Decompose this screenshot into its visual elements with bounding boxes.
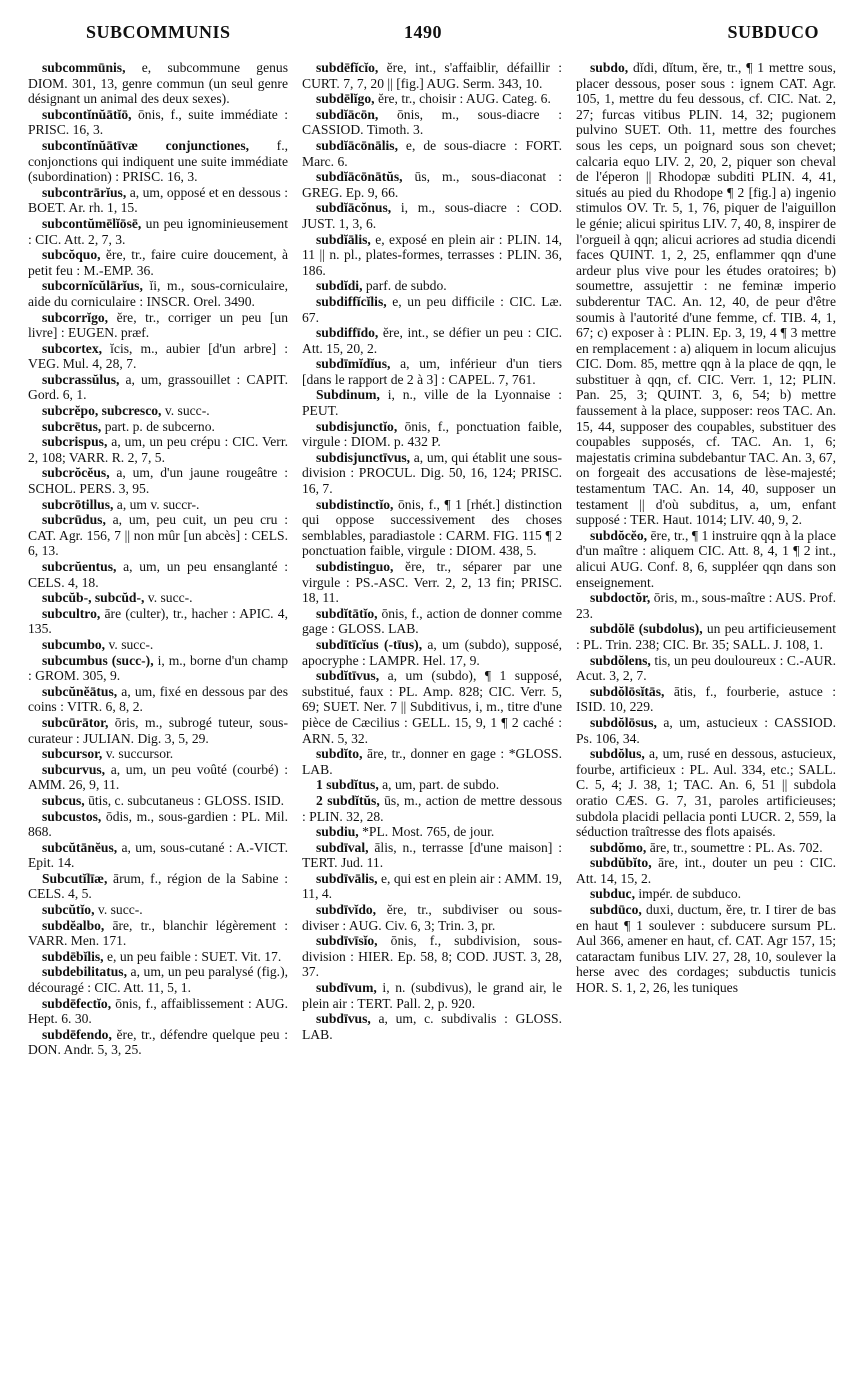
dictionary-entry [28, 310, 288, 341]
dictionary-entry [576, 653, 836, 684]
entry-definition: un peu ignominieusement : CIC. Att. 2, 7, 3. [28, 215, 288, 247]
entry-definition: ōnis, f., ponctuation faible, virgule : DIOM. p. 432 P. [302, 418, 562, 450]
entry-definition: a, um, inférieur d'un tiers [dans le rapport de 2 à 3] : CAPEL. 7, 761. [302, 356, 562, 387]
dictionary-entry [28, 60, 288, 107]
dictionary-entry [28, 684, 288, 715]
entry-headword: subdiffīdo, [316, 325, 379, 341]
entry-definition: āre (culter), tr., hacher : APIC. 4, 135. [28, 605, 288, 637]
entry-headword: subdēfendo, [42, 1026, 112, 1042]
dictionary-entry [28, 434, 288, 465]
entry-definition: i, m., borne d'un champ : GROM. 305, 9. [28, 652, 288, 684]
entry-definition: i, n., ville de la Lyonnaise : PEUT. [302, 387, 562, 419]
entry-definition: a, um, rusé en dessous, astucieux, fourbe, artificieux : PL. Aul. 334, etc.; SALL. C. 5, 4; J. 38, 1; TAC. An. 6, 51 || subdola oratio CÆS. G. 7, 31, paroles artificieuses; subdola placidi pellacia ponti LUCR. 2, 559, la séduction traîtresse des flots apaisés. [576, 746, 836, 840]
entry-headword: subdīval, [316, 839, 369, 855]
dictionary-entry [28, 185, 288, 216]
entry-headword: subdŏlōsus, [590, 714, 657, 730]
entry-definition: āre, tr., donner en gage : *GLOSS. LAB. [302, 746, 562, 777]
entry-definition: e, un peu difficile : CIC. Læ. 67. [302, 293, 562, 325]
entry-definition: ĕre, tr., choisir : AUG. Categ. 6. [374, 91, 551, 107]
entry-headword: subcultro, [42, 605, 101, 621]
dictionary-entry [302, 980, 562, 1011]
entry-headword: subduc, [590, 886, 635, 902]
entry-headword: subdīmĭdĭus, [316, 356, 391, 372]
dictionary-entry [576, 684, 836, 715]
entry-definition: e, un peu faible : SUET. Vit. 17. [103, 948, 282, 964]
entry-definition: v. succ-. [161, 403, 210, 419]
dictionary-entry [28, 1027, 288, 1058]
dictionary-entry [576, 590, 836, 621]
entry-headword: subdŏlus, [590, 746, 645, 762]
columns [28, 60, 839, 1058]
entry-definition: ēre, tr., ¶ 1 instruire qqn à la place d'un maître : aliquem CIC. Att. 8, 4, 1 ¶ 2 int., alicui AUG. Conf. 8, 6, suppléer qqn dans son enseignement. [576, 527, 836, 590]
dictionary-entry [302, 746, 562, 777]
entry-definition: āre, tr., blanchir légèrement : VARR. Men. 171. [28, 917, 288, 949]
entry-definition: ūs, m., action de mettre dessous : PLIN. 32, 28. [302, 792, 562, 824]
entry-definition: v. succ-. [105, 636, 154, 652]
entry-definition: dĭdi, dĭtum, ĕre, tr., ¶ 1 mettre sous, placer dessous, poser sous : ignem CAT. Agr. 105, 1, mettre du feu dessous, cf. CIC. Nat. 2, 27; furcas vitibus PLIN. 14, 32; pugionem pulvino SUET. Oth. 11, mettre des fourches sous les ceps, un poignard sous son chevet; calcaria equo LIV. 2, 20, 2, piquer son cheval de l'éperon || Rhodopæ subditi PLIN. 4, 41, situés au pied du Rhodope ¶ 2 [fig.] a) ingenio stimulos OV. Tr. 5, 1, 76, piquer de l'aiguillon le génie; alicui spiritus LIV. 7, 40, 8, inspirer de l'orgueil à qqn; alicui acriores ad studia dicendi faces QUINT. 1, 2, 25, enflammer qqn d'une ardeur plus vive pour les études oratoires; b) soumettre, assujettir : ne feminæ imperio subderentur TAC. An. 12, 40, de peur d'être soumis à l'autorité d'une femme, cf. TIB. 4, 1, 67; c) exposer à : PLIN. Ep. 3, 19, 4 ¶ 3 mettre en remplacement : a) aliquem in locum alicujus CIC. Dom. 85, mettre qqn à la place de qqn, le substituer à qqn, cf. CIC. Verr. 1, 12; PLIN. Pan. 25, 3; QUINT. 3, 6, 54; b) mettre faussement à la place, supposer: reos TAC. An. 15, 44, supposer des coupables, substituer des coupables supposés, cf. TAC. An. 1, 6; majestatis crimina subdebantur TAC. An. 3, 67, on forgeait des accusations de lèse-majesté; testamentum TAC. An. 14, 40, supposer un testament || d'où subditus, a, um, enfant supposé : TER. Haut. 1014; LIV. 40, 9, 2. [576, 60, 836, 528]
entry-definition: a, um, sous-cutané : A.-VICT. Epit. 14. [28, 839, 288, 871]
entry-headword: subdisjunctĭo, [316, 418, 398, 434]
entry-headword: subcontrārĭus, [42, 184, 127, 200]
dictionary-entry [28, 403, 288, 419]
entry-headword: subcŭb-, subcŭd-, [42, 590, 145, 606]
entry-definition: e, de sous-diacre : FORT. Marc. 6. [302, 137, 562, 169]
entry-definition: i, m., sous-diacre : COD. JUST. 1, 3, 6. [302, 200, 562, 231]
entry-definition: ĕre, tr., faire cuire doucement, à petit feu : M.-EMP. 36. [28, 247, 288, 278]
column-1 [28, 60, 288, 1058]
entry-definition: ūs, m., sous-diaconat : GREG. Ep. 9, 66. [302, 169, 562, 200]
dictionary-entry [302, 840, 562, 871]
entry-definition: part. p. de subcerno. [101, 418, 215, 434]
entry-definition: a, um, grassouillet : CAPIT. Gord. 6, 1. [28, 371, 288, 403]
entry-headword: subcumbo, [42, 636, 106, 652]
entry-definition: e, qui est en plein air : AMM. 19, 11, 4. [302, 870, 562, 902]
entry-headword: subdĭtātĭo, [316, 605, 378, 621]
entry-definition: ūtis, c. subcutaneus : GLOSS. ISID. [84, 792, 285, 808]
entry-definition: ōdis, m., sous-gardien : PL. Mil. 868. [28, 808, 288, 840]
entry-definition: a, um, fixé en dessous par des coins : VITR. 6, 8, 2. [28, 683, 288, 715]
dictionary-entry [302, 200, 562, 231]
entry-definition: ārum, f., région de la Sabine : CELS. 4, 5. [28, 870, 288, 902]
entry-headword: subdītīcĭus (-tīus), [316, 636, 423, 652]
dictionary-entry [576, 746, 836, 840]
entry-headword: subdĭtīvus, [316, 668, 380, 684]
entry-headword: subcūrātor, [42, 714, 109, 730]
entry-definition: ōnis, f., ¶ 1 [rhét.] distinction qui oppose successivement des choses semblables, paradiastole : CARM. FIG. 115 ¶ 2 ponctuation faible, virgule : DIOM. 438, 5. [302, 496, 562, 559]
dictionary-entry [302, 138, 562, 169]
column-2 [302, 60, 562, 1058]
entry-definition: ōnis, f., subdivision, sous-division : HIER. Ep. 58, 8; COD. JUST. 3, 28, 37. [302, 933, 562, 980]
dictionary-entry [576, 621, 836, 652]
entry-headword: subdiu, [316, 824, 359, 840]
entry-headword: subcrŏcĕus, [42, 465, 110, 481]
entry-definition: duxi, ductum, ĕre, tr. I tirer de bas en haut ¶ 1 soulever : subducere sursum PL. Aul 366, amener en haut, cf. CAT. Agr 157, 15; cataractam funibus LIV. 27, 28, 10, soulever la herse avec des cordages; subductis tunicis HOR. S. 1, 2, 26, les tuniques [576, 902, 836, 996]
entry-definition: ĕre, int., se défier un peu : CIC. Att. 15, 20, 2. [302, 325, 562, 356]
entry-headword: 1 subdĭtus, [316, 777, 379, 793]
dictionary-entry [28, 512, 288, 559]
entry-headword: subdĭācŏnus, [316, 200, 392, 216]
page-number: 1490 [404, 22, 442, 42]
dictionary-entry [576, 715, 836, 746]
entry-definition: ĭi, m., sous-corniculaire, aide du corniculaire : INSCR. Orel. 3490. [28, 278, 288, 309]
entry-headword: subcrassŭlus, [42, 371, 120, 387]
entry-definition: ōnis, m., sous-diacre : CASSIOD. Timoth. 3. [302, 106, 562, 138]
entry-headword: subcrĕpo, subcresco, [42, 403, 162, 419]
dictionary-entry [576, 840, 836, 856]
dictionary-entry [28, 653, 288, 684]
entry-definition: a, um, un peu ensanglanté : CELS. 4, 18. [28, 559, 288, 590]
column-3 [576, 60, 836, 1058]
dictionary-entry [302, 107, 562, 138]
entry-definition: a, um, un peu voûté (courbé) : AMM. 26, 9, 11. [28, 761, 288, 793]
entry-definition: ātis, f., fourberie, astuce : ISID. 10, 229. [576, 683, 836, 715]
entry-headword: subcrŭentus, [42, 559, 117, 574]
entry-definition: ōris, m., sous-maître : AUS. Prof. 23. [576, 590, 836, 621]
entry-headword: subdebilitatus, [42, 964, 127, 980]
running-header [28, 22, 839, 52]
entry-headword: subcŭtānĕus, [42, 839, 118, 855]
dictionary-entry [28, 341, 288, 372]
dictionary-entry [302, 1011, 562, 1042]
entry-headword: subdistinguo, [316, 559, 394, 574]
entry-headword: subdēbĭlis, [42, 948, 104, 964]
dictionary-entry [28, 871, 288, 902]
entry-headword: subdīvĭdo, [316, 902, 377, 918]
entry-headword: subdīvālis, [316, 870, 378, 886]
entry-definition: v. succ-. [94, 902, 143, 918]
dictionary-entry [28, 559, 288, 590]
dictionary-entry [302, 497, 562, 559]
dictionary-entry [28, 840, 288, 871]
entry-definition: ōris, m., subrogé tuteur, sous-curateur : JULIAN. Dig. 3, 5, 29. [28, 714, 288, 746]
entry-headword: subcortex, [42, 340, 103, 356]
dictionary-entry [302, 387, 562, 418]
entry-headword: subdĭālis, [316, 231, 371, 247]
dictionary-entry [28, 138, 288, 185]
entry-definition: a, um, un peu paralysé (fig.), découragé : CIC. Att. 11, 5, 1. [28, 964, 288, 996]
dictionary-entry [302, 91, 562, 107]
entry-headword: subcontŭmēlĭōsē, [42, 215, 142, 231]
dictionary-entry [302, 668, 562, 746]
dictionary-entry [302, 606, 562, 637]
entry-definition: v. succ-. [144, 590, 193, 606]
dictionary-entry [302, 356, 562, 387]
entry-definition: a, um, c. subdivalis : GLOSS. LAB. [302, 1011, 562, 1042]
dictionary-entry [576, 902, 836, 996]
dictionary-entry [28, 497, 288, 513]
dictionary-entry [28, 216, 288, 247]
entry-headword: subdĭācōnālis, [316, 137, 398, 153]
entry-definition: ōnis, f., affaiblissement : AUG. Hept. 6. 30. [28, 995, 288, 1027]
entry-headword: subdŏcĕo, [590, 527, 648, 543]
dictionary-entry [576, 855, 836, 886]
header-right-guide-word: SUBDUCO [727, 22, 819, 42]
entry-headword: subdīvum, [316, 980, 377, 996]
header-left-guide-word: SUBCOMMUNIS [86, 22, 231, 42]
dictionary-entry [28, 419, 288, 435]
dictionary-entry [302, 777, 562, 793]
dictionary-entry [28, 918, 288, 949]
entry-definition: ĭcis, m., aubier [d'un arbre] : VEG. Mul. 4, 28, 7. [28, 340, 288, 372]
entry-headword: subcursor, [42, 746, 103, 762]
entry-headword: subdisjunctīvus, [316, 449, 411, 465]
entry-definition: tis, un peu douloureux : C.-AUR. Acut. 3, 2, 7. [576, 652, 836, 684]
entry-definition: parf. de subdo. [362, 278, 447, 294]
entry-definition: i, n. (subdivus), le grand air, le plein air : TERT. Pall. 2, p. 920. [302, 980, 562, 1011]
dictionary-entry [28, 637, 288, 653]
dictionary-entry [576, 886, 836, 902]
entry-headword: subdŭbĭto, [590, 855, 652, 871]
entry-definition: un peu artificieusement : PL. Trin. 238; CIC. Br. 35; SALL. J. 108, 1. [576, 621, 836, 652]
entry-headword: subcrispus, [42, 434, 108, 450]
dictionary-entry [28, 107, 288, 138]
entry-headword: subcontĭnŭātĭō, [42, 106, 132, 122]
dictionary-entry [576, 60, 836, 528]
entry-definition: *PL. Most. 765, de jour. [358, 824, 495, 840]
dictionary-entry [302, 637, 562, 668]
entry-definition: a, um (subdo), supposé, apocryphe : LAMPR. Hel. 17, 9. [302, 636, 562, 668]
entry-headword: subcurvus, [42, 761, 106, 777]
entry-headword: 2 subdĭtŭs, [316, 792, 380, 808]
entry-definition: a, um v. succr-. [113, 496, 200, 512]
entry-definition: e, subcommune genus DIOM. 301, 13, genre commun (un seul genre désignant un animal des deux sexes). [28, 60, 288, 107]
entry-definition: a, um, peu cuit, un peu cru : CAT. Agr. 156, 7 || non mûr [un abcès] : CELS. 6, 13. [28, 512, 288, 559]
entry-definition: a, um, qui établit une sous-division : PROCUL. Dig. 50, 16, 124; PRISC. 16, 7. [302, 449, 562, 497]
entry-definition: ōnis, f., action de donner comme gage : GLOSS. LAB. [302, 605, 562, 637]
dictionary-entry [28, 372, 288, 403]
dictionary-entry [302, 824, 562, 840]
entry-headword: subdŏlē (subdolus), [590, 621, 703, 637]
entry-definition: a, um, astucieux : CASSIOD. Ps. 106, 34. [576, 714, 836, 746]
dictionary-entry [302, 450, 562, 497]
entry-definition: a, um, un peu crépu : CIC. Verr. 2, 108; VARR. R. 2, 7, 5. [28, 434, 288, 465]
dictionary-entry [302, 793, 562, 824]
entry-headword: subcorrĭgo, [42, 309, 109, 325]
entry-headword: subcus, [42, 792, 85, 808]
dictionary-entry [302, 871, 562, 902]
dictionary-entry [302, 559, 562, 606]
dictionary-entry [302, 902, 562, 933]
entry-definition: ĕre, tr., subdiviser ou sous-diviser : AUG. Civ. 6, 3; Trin. 3, pr. [302, 902, 562, 933]
entry-headword: subcommūnis, [42, 60, 126, 75]
entry-headword: subdŏlōsĭtās, [590, 683, 665, 699]
dictionary-entry [28, 278, 288, 309]
entry-headword: subdistinctĭo, [316, 496, 394, 512]
dictionary-entry [302, 933, 562, 980]
dictionary-entry [28, 465, 288, 496]
dictionary-entry [28, 964, 288, 995]
dictionary-entry [28, 949, 288, 965]
dictionary-entry [28, 247, 288, 278]
entry-definition: f., conjonctions qui indiquent une suite immédiate (subordination) : PRISC. 16, 3. [28, 137, 288, 185]
entry-headword: subdīvīsĭo, [316, 933, 378, 949]
entry-headword: subcŭtĭo, [42, 902, 95, 918]
entry-definition: ĕre, tr., corriger un peu [un livre] : EUGEN. præf. [28, 309, 288, 341]
entry-definition: a, um (subdo), ¶ 1 supposé, substitué, faux : PL. Amp. 828; CIC. Verr. 5, 69; SUET. Ner. 7 || Subditivus, i, m., titre d'une pièce de Cæcilius : GELL. 15, 9, 1 ¶ 2 caché : ARN. 5, 32. [302, 668, 562, 746]
entry-headword: subdĭto, [316, 746, 363, 762]
entry-definition: āre, tr., soumettre : PL. As. 702. [646, 839, 823, 855]
dictionary-entry [28, 809, 288, 840]
dictionary-entry [302, 278, 562, 294]
dictionary-entry [302, 419, 562, 450]
entry-definition: impér. de subduco. [634, 886, 742, 902]
dictionary-entry [576, 528, 836, 590]
entry-definition: e, exposé en plein air : PLIN. 14, 11 || n. pl., plates-formes, terrasses : PLIN. 36, 186. [302, 231, 562, 278]
dictionary-entry [302, 325, 562, 356]
dictionary-entry [302, 169, 562, 200]
entry-headword: subdĭācōnātŭs, [316, 169, 403, 185]
entry-headword: subdŏlens, [590, 652, 651, 668]
entry-definition: ĕre, tr., séparer par une virgule : PS.-ASC. Verr. 2, 2, 13 fin; PRISC. 18, 11. [302, 559, 562, 606]
entry-headword: subcustos, [42, 808, 102, 824]
dictionary-entry [28, 590, 288, 606]
entry-headword: subdēlĭgo, [316, 91, 375, 107]
entry-headword: subdēfĭcĭo, [316, 60, 379, 75]
entry-definition: ĕre, tr., défendre quelque peu : DON. Andr. 5, 3, 25. [28, 1026, 288, 1058]
entry-headword: subdiffĭcĭlis, [316, 293, 387, 309]
entry-definition: ĕre, int., s'affaiblir, défaillir : CURT. 7, 7, 20 || [fig.] AUG. Serm. 343, 10. [302, 60, 562, 91]
entry-headword: Subdinum, [316, 387, 380, 403]
entry-definition: a, um, opposé et en dessous : BOET. Ar. rh. 1, 15. [28, 184, 288, 216]
entry-headword: subdŏmo, [590, 839, 647, 855]
entry-definition: a, um, d'un jaune rougeâtre : SCHOL. PERS. 3, 95. [28, 465, 288, 497]
dictionary-entry [28, 996, 288, 1027]
entry-headword: subdo, [590, 60, 629, 75]
entry-definition: āre, int., douter un peu : CIC. Att. 14, 15, 2. [576, 855, 836, 886]
entry-headword: subdūco, [590, 902, 642, 918]
entry-headword: subdĭācōn, [316, 106, 379, 122]
dictionary-entry [28, 902, 288, 918]
entry-headword: subcŭnĕātus, [42, 683, 118, 699]
entry-headword: Subcutĭlīæ, [42, 870, 108, 886]
dictionary-entry [302, 294, 562, 325]
dictionary-entry [28, 793, 288, 809]
entry-definition: ālis, n., terrasse [d'une maison] : TERT. Jud. 11. [302, 839, 562, 871]
dictionary-entry [28, 762, 288, 793]
entry-headword: subcŏquo, [42, 247, 101, 263]
entry-headword: subcrētus, [42, 418, 102, 434]
dictionary-entry [302, 232, 562, 279]
entry-headword: subcrōtillus, [42, 496, 114, 512]
entry-headword: subcornĭcŭlārĭus, [42, 278, 143, 294]
entry-headword: subdīvus, [316, 1011, 371, 1027]
entry-headword: subdĕalbo, [42, 917, 105, 933]
entry-headword: subcrūdus, [42, 512, 106, 528]
dictionary-entry [28, 606, 288, 637]
entry-headword: subdĭdi, [316, 278, 363, 294]
dictionary-entry [28, 715, 288, 746]
entry-definition: ōnis, f., suite immédiate : PRISC. 16, 3. [28, 106, 288, 138]
entry-headword: subdoctŏr, [590, 590, 651, 606]
entry-definition: a, um, part. de subdo. [378, 777, 500, 793]
entry-headword: subcumbus (succ-), [42, 652, 154, 668]
entry-definition: v. succursor. [102, 746, 174, 762]
dictionary-entry [28, 746, 288, 762]
entry-headword: subdēfectĭo, [42, 995, 112, 1011]
entry-headword: subcontĭnŭātīvæ conjunctiones, [42, 137, 250, 153]
dictionary-entry [302, 60, 562, 91]
